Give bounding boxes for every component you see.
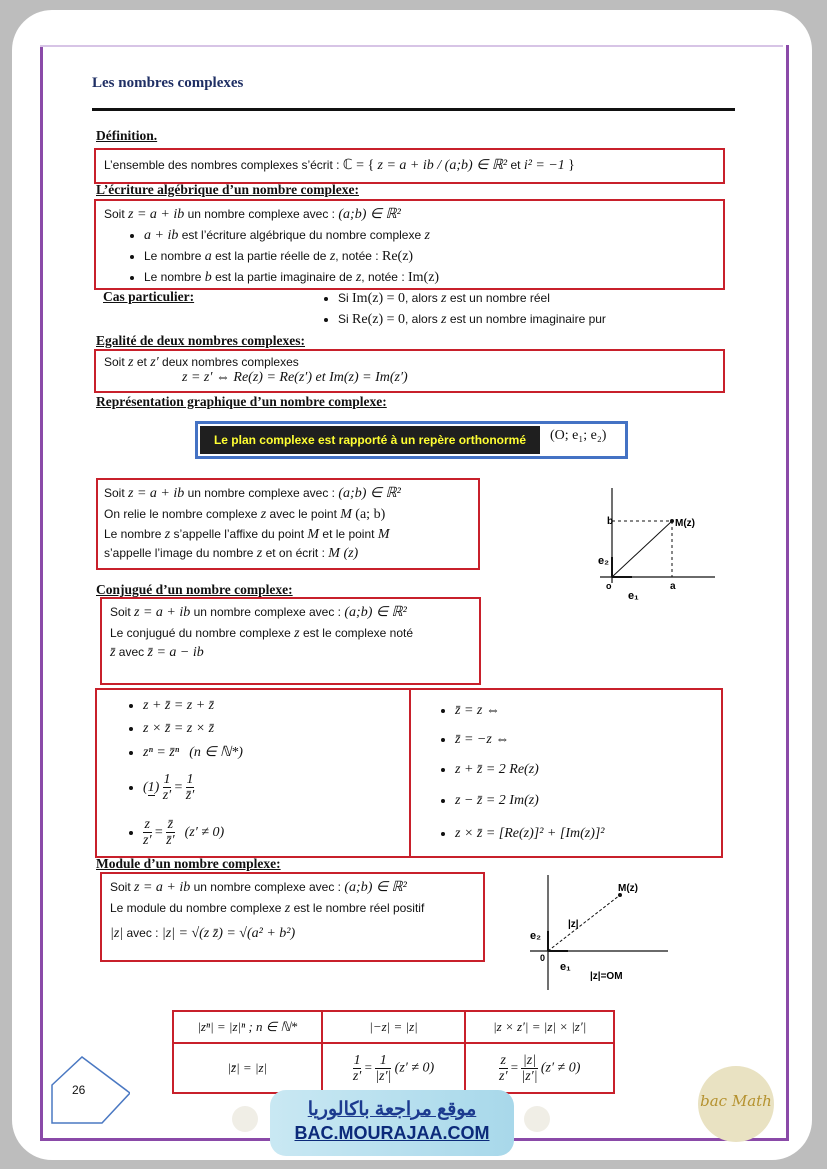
expr: z [355,270,362,285]
definition-formula-a: ℂ = { [342,158,375,173]
expr: z + z̄ = 2 Re(z) [455,762,539,777]
conjugate-box [100,597,481,685]
table-cell: |z × z′| = |z| × |z′| [465,1011,614,1043]
expr: Re(z) [381,249,414,264]
text: est le nombre réel positif [293,901,425,915]
ab-in-r2: (a;b) ∈ ℝ² [338,207,401,222]
text: est la partie réelle de [215,249,327,263]
expr: z [128,355,134,370]
list-item [144,267,439,288]
text: un nombre complexe avec : [193,880,342,894]
expr: |z| = √(z z̄) = √(a² + b²) [161,926,296,941]
expr: (n ∈ ℕ*) [189,745,243,760]
text: Le module du nombre complexe [110,901,282,915]
text: s’appelle l’affixe du point [173,527,305,541]
particular-bullets [290,288,606,330]
fig-label-e1: e₁ [560,961,571,973]
fig-label-m: M(z) [675,518,695,529]
frac-den: z′ [352,1068,362,1084]
list-item [455,754,605,785]
text: On relie le nombre complexe [104,507,258,521]
fraction [353,1053,362,1084]
promo-banner[interactable] [270,1090,514,1156]
expr: z [424,228,430,243]
frac-num: 1 [375,1053,391,1069]
module-line-3 [110,924,295,943]
banner-repere: (O; e₁; e₂) [550,428,607,443]
list-item [143,694,243,717]
text: et on écrit : [265,546,325,560]
text: avec [118,645,145,659]
expr: |z| [110,926,124,941]
table-cell: |−z| = |z| [322,1011,466,1043]
fig-label-e1: e₁ [628,590,639,602]
expr: M (z) [328,546,359,561]
frac-num: 1 [163,772,171,788]
text: avec le point [269,507,337,521]
expr: z = a + ib [128,486,185,501]
frac-den: z′ [162,788,172,804]
module-figure [520,875,670,990]
expr: (z′ ≠ 0) [540,1059,581,1075]
list-item [455,816,605,851]
text: deux nombres complexes [162,355,299,369]
fraction [375,1053,391,1084]
expr: z [164,527,171,542]
text: , notée : [335,249,379,263]
eq: = [154,825,163,840]
frac-num: 1 [353,1052,361,1068]
table-row [173,1043,614,1093]
expr: (z′ ≠ 0) [394,1059,435,1075]
definition-formula-d: i² = −1 [523,158,565,173]
definition-formula-c: et [510,158,521,172]
algebraic-box [94,199,725,290]
expr: M [377,527,390,542]
conjugate-heading: Conjugué d’un nombre complexe: [96,582,293,597]
frac-num: 1 [186,772,194,788]
text: est un nombre imaginaire pur [449,312,606,326]
graphic-heading: Représentation graphique d’un nombre complexe: [96,394,387,409]
text: un nombre complexe avec : [193,605,342,619]
definition-formula-e: } [568,158,575,173]
properties-left-box [95,688,411,858]
particular-heading: Cas particulier: [103,289,195,304]
text: Soit [110,880,131,894]
text: , notée : [361,270,405,284]
frac-num: z [500,1052,506,1068]
table-cell: |zⁿ| = |z|ⁿ ; n ∈ ℕ* [173,1011,322,1043]
fig-label-m: M(z) [618,883,638,894]
expr: z − z̄ = 2 Im(z) [455,793,539,808]
definition-box [94,148,725,184]
page-number: 26 [72,1083,86,1097]
equality-formula: z = z′ ⇔ Re(z) = Re(z′) et Im(z) = Im(z′) [182,370,408,385]
text: Soit [104,355,125,369]
eq: = [510,1058,519,1074]
frac-den: z̄′ [185,788,195,804]
frac-num: • z [144,817,150,833]
fig-label-e2: e₂ [530,930,542,942]
frac-den: |z′| [521,1068,538,1084]
text: Si [338,312,349,326]
list-item [144,225,439,246]
text: Le nombre [144,249,202,263]
equality-box [94,349,725,393]
list-item [143,717,243,740]
om-segment [548,895,620,951]
soit-label: Soit [104,207,125,221]
promo-arabic[interactable]: موقع مراجعة باكالوريا [307,1099,477,1120]
text: un nombre complexe avec : [187,486,336,500]
module-line-1 [110,878,407,897]
list-item [338,288,606,309]
fig-label-abs: |z| [568,919,579,930]
promo-url[interactable]: BAC.MOURAJAA.COM [294,1123,490,1143]
fig-label-om: |z|=OM [590,971,623,982]
text: s’appelle l’image du nombre [104,546,254,560]
banner-text: Le plan complexe est rapporté à un repère orthonormé [200,426,540,454]
fig-label-o: o [606,581,612,591]
expr: z [329,249,336,264]
expr: z = a + ib [134,880,191,895]
expr: (a;b) ∈ ℝ² [338,486,401,501]
list-item [143,810,243,855]
expr: zⁿ = z̄ⁿ [143,745,180,760]
table-cell [465,1043,614,1093]
module-line-2 [110,899,424,918]
properties-right-box [409,688,723,858]
definition-formula-b: z = a + ib / (a;b) ∈ ℝ² [377,158,508,173]
expr: (a;b) ∈ ℝ² [344,880,407,895]
bac-math-badge [698,1066,774,1142]
expr: z̄ = a − ib [147,645,204,660]
list-item [338,309,606,330]
title-rule [92,108,735,111]
list-item [143,765,243,810]
fig-label-o: 0 [540,953,546,963]
properties-left-list [97,694,243,855]
module-table [172,1010,615,1094]
expr: z [441,291,447,306]
algebraic-bullets [96,225,439,288]
graphic-line-4 [104,544,358,563]
graphic-line-3 [104,525,389,544]
page-title: Les nombres complexes [92,75,244,91]
expr: b [204,270,212,285]
text: Soit [110,605,131,619]
fraction [521,1053,537,1084]
expr: a + ib [144,228,179,243]
definition-text: L’ensemble des nombres complexes s’écrit : [104,158,340,172]
expr: z × z̄ = z × z̄ [143,721,215,736]
expr: z′ [150,355,159,370]
page-tag [52,1057,130,1123]
module-box [100,872,485,962]
properties-right-list [409,696,605,851]
list-item [143,740,243,765]
text: avec : [126,926,159,940]
table-cell: |z̄| = |z| [173,1043,322,1093]
expr: z̄ [110,645,116,660]
list-item [144,246,439,267]
fraction [499,1053,508,1084]
expr: z = a + ib [134,605,191,620]
page-number-shape [50,1055,130,1125]
expr: (z′ ≠ 0) [184,825,225,840]
frac-den: z′ [499,1068,508,1084]
expr: Im(z) [408,270,440,285]
module-heading: Module d’un nombre complexe: [96,856,281,871]
om-segment [612,521,672,577]
text: et le point [322,527,375,541]
conjugate-line-2 [110,624,413,643]
frac-den: |z′| [375,1068,392,1084]
expr: Re(z) = 0 [352,312,406,327]
expr: z + z̄ = z + z̄ [143,698,215,713]
fraction: (1) [143,779,160,795]
expr: (a;b) ∈ ℝ² [344,605,407,620]
table-cell [322,1043,466,1093]
expr: a [204,249,212,264]
text: est l’écriture algébrique du nombre complexe [181,228,422,242]
fig-label-b: b [607,516,614,527]
expr: M [340,507,352,522]
equality-heading: Egalité de deux nombres complexes: [96,333,305,348]
text: est un nombre réel [449,291,550,305]
fraction [186,772,195,803]
eq: = [174,780,183,795]
text: Soit [104,486,125,500]
fraction [143,817,152,848]
eq: = [364,1058,372,1074]
expr: z [441,312,447,327]
expr: M [307,527,320,542]
graphic-line-1 [104,484,401,503]
list-item [455,785,605,816]
text: , alors [405,312,438,326]
expr: (a; b) [355,507,386,522]
plane-banner [195,421,628,459]
definition-heading: Définition. [96,128,158,143]
algebraic-heading: L’écriture algébrique d’un nombre complexe: [96,182,359,197]
text: est le complexe noté [302,626,413,640]
text: et [136,355,147,369]
algebraic-line-1 [104,205,401,224]
text: Le nombre [144,270,202,284]
frac-num: 1 [147,779,155,795]
frac-num: |z| [522,1052,537,1068]
conjugate-line-3 [110,643,204,662]
fraction [163,772,172,803]
text: est la partie imaginaire de [215,270,353,284]
graphic-line-2 [104,505,385,524]
fraction [166,817,175,848]
conjugate-line-1 [110,603,407,622]
expr: Im(z) = 0 [352,291,406,306]
page-frame-top [40,45,783,47]
expr: z [256,546,263,561]
expr: z̄ = z ⇔ [455,703,500,718]
graphic-box [96,478,480,570]
text: Si [338,291,349,305]
avec-label: un nombre complexe avec : [187,207,336,221]
definition-line [104,156,575,175]
frac-den: z̄′ [166,833,175,849]
affix-figure [590,488,720,606]
expr: z × z̄ = [Re(z)]² + [Im(z)]² [455,826,605,841]
expr: z [284,901,291,916]
text: Le conjugué du nombre complexe [110,626,291,640]
table-row [173,1011,614,1043]
fig-label-a: a [670,581,676,592]
z-definition: z = a + ib [128,207,185,222]
badge-text: bac Math [700,1092,772,1110]
site-logo-left [232,1106,258,1132]
text: Le nombre [104,527,162,541]
site-logo-right [524,1106,550,1132]
expr: z [260,507,267,522]
frac-num: z̄ [167,817,174,833]
fig-label-e2: e₂ [598,555,610,567]
frac-den: z′ [143,833,152,849]
text: , alors [405,291,438,305]
expr: z [294,626,300,641]
list-item [455,725,605,754]
point-m [670,519,674,523]
expr: z̄ = −z ⇔ [455,732,510,747]
list-item [455,696,605,725]
